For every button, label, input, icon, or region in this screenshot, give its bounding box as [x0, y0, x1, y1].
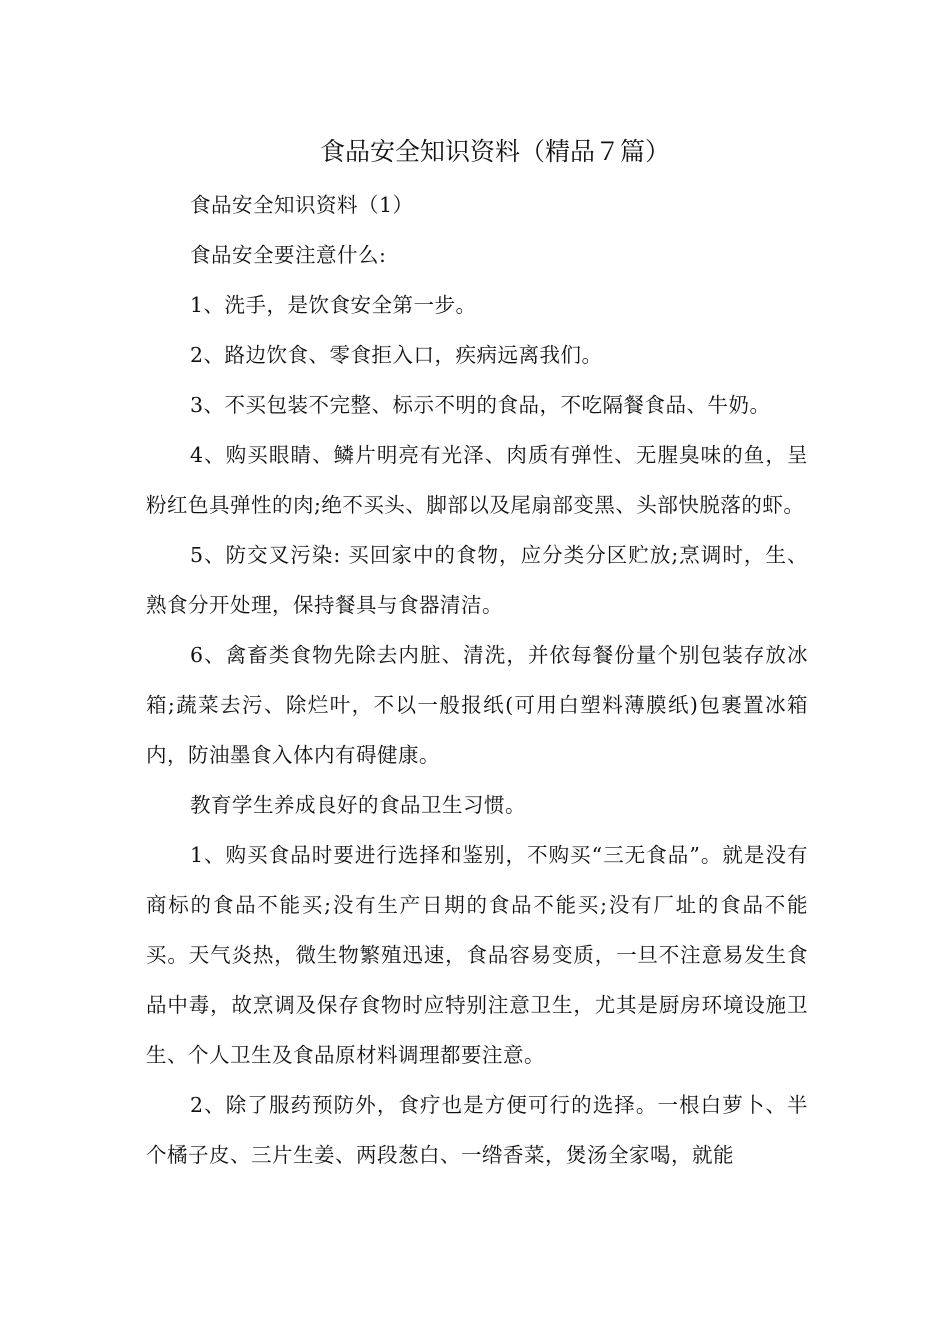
paragraph: 3、不买包装不完整、标示不明的食品，不吃隔餐食品、牛奶。 [190, 393, 771, 417]
paragraph: 6、禽畜类食物先除去内脏、清洗，并依每餐份量个别包装存放冰箱;蔬菜去污、除烂叶，不以一般报纸(可用白塑料薄膜纸)包裹置冰箱内，防油墨食入体内有碍健康。 [146, 643, 808, 767]
paragraph: 食品安全要注意什么: [190, 243, 387, 267]
paragraph: 2、路边饮食、零食拒入口，疾病远离我们。 [190, 343, 603, 367]
document-title: 食品安全知识资料（精品７篇） [319, 137, 670, 166]
paragraph: 1、洗手，是饮食安全第一步。 [190, 293, 477, 317]
paragraph: 2、除了服药预防外，食疗也是方便可行的选择。一根白萝卜、半个橘子皮、三片生姜、两段葱白、一绺香菜，煲汤全家喝，就能 [146, 1093, 808, 1167]
document-body [146, 180, 808, 1180]
paragraph: 5、防交叉污染: 买回家中的食物，应分类分区贮放;烹调时，生、熟食分开处理，保持餐具与食器清洁。 [146, 543, 808, 617]
paragraph-section-heading: 食品安全知识资料（1） [190, 193, 414, 217]
paragraph: 教育学生养成良好的食品卫生习惯。 [190, 793, 526, 817]
paragraph: 4、购买眼睛、鳞片明亮有光泽、肉质有弹性、无腥臭味的鱼，呈粉红色具弹性的肉;绝不买头、脚部以及尾扇部变黑、头部快脱落的虾。 [146, 443, 808, 517]
paragraph: 1、购买食品时要进行选择和鉴别，不购买“三无食品”。就是没有商标的食品不能买;没有生产日期的食品不能买;没有厂址的食品不能买。天气炎热，微生物繁殖迅速，食品容易变质，一旦不注意易发生食品中毒，故烹调及保存食物时应特别注意卫生，尤其是厨房环境设施卫生、个人卫生及食品原材料调理都要注意。 [146, 843, 808, 1067]
